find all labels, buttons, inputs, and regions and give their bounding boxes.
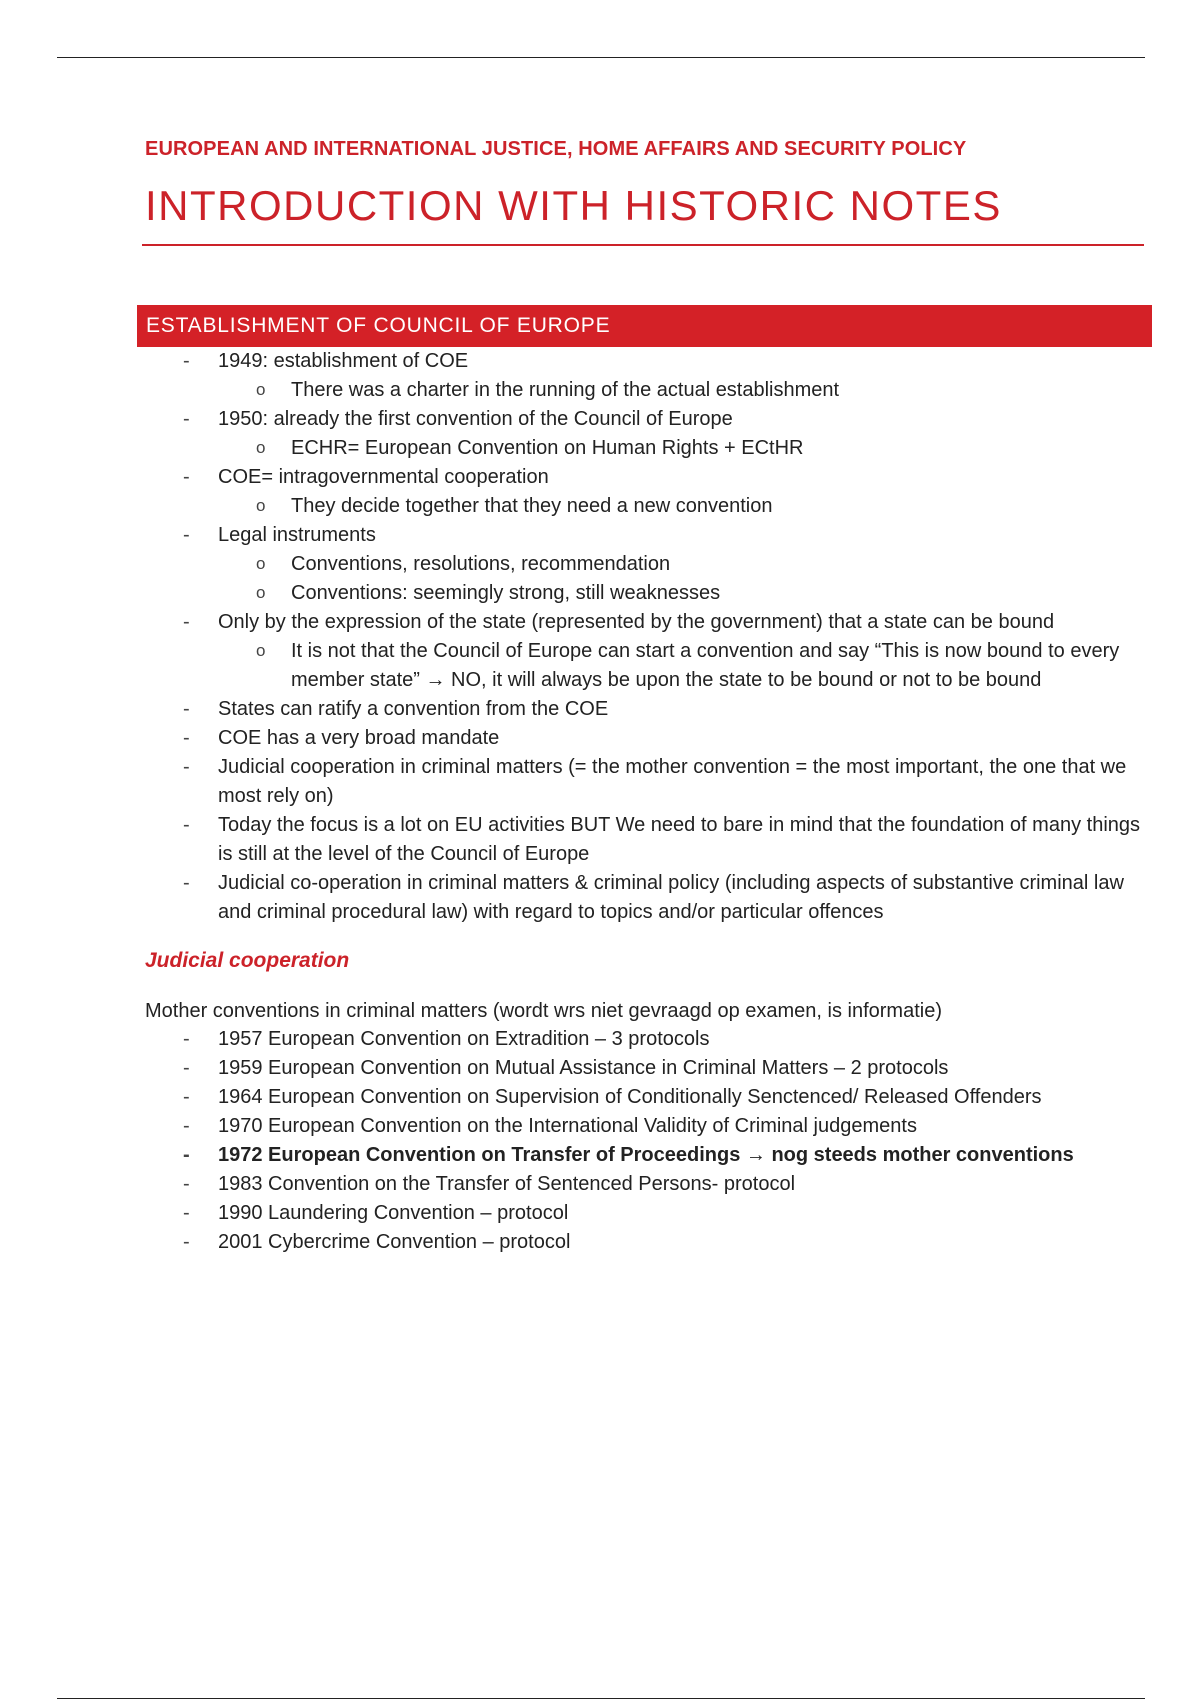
sub-list-item: o They decide together that they need a new convention	[146, 492, 1145, 521]
convention-item: - 1959 European Convention on Mutual Assistance in Criminal Matters – 2 protocols	[145, 1054, 1145, 1083]
list-item-text: 1949: establishment of COE	[218, 350, 469, 372]
list-item-text: COE= intragovernmental cooperation	[218, 466, 549, 488]
list-item	[145, 695, 1145, 724]
convention-item: - 1990 Laundering Convention – protocol	[145, 1199, 1145, 1228]
list-item	[145, 724, 1145, 753]
sub-list-item: o Conventions, resolutions, recommendation	[146, 550, 1145, 579]
list-item-text: COE has a very broad mandate	[218, 727, 500, 749]
page-title: INTRODUCTION WITH HISTORIC NOTES	[145, 182, 1002, 229]
list-item	[145, 753, 1145, 811]
conventions-list	[145, 1025, 1145, 1257]
list-item	[145, 347, 1145, 405]
convention-item: - 1972 European Convention on Transfer of Proceedings → nog steeds mother conventions	[145, 1141, 1145, 1170]
title-underline	[142, 244, 1144, 246]
list-item-text: Judicial cooperation in criminal matters (= the mother convention = the most important, the one that we most rely on)	[218, 756, 1127, 807]
list-item-text: Legal instruments	[218, 524, 376, 546]
list-item	[145, 463, 1145, 521]
list-item-text: Today the focus is a lot on EU activities BUT We need to bare in mind that the foundation of many things is still at the level of the Council of Europe	[218, 814, 1141, 865]
list-item	[145, 811, 1145, 869]
top-rule	[57, 57, 1145, 58]
list-item-text: States can ratify a convention from the COE	[218, 698, 609, 720]
list-item-text: Judicial co-operation in criminal matters & criminal policy (including aspects of substantive criminal law and criminal procedural law) with regard to topics and/or particular offences	[218, 872, 1124, 923]
mother-conventions-intro: Mother conventions in criminal matters (wordt wrs niet gevraagd op examen, is informatie)	[145, 1000, 942, 1022]
sub-list	[218, 550, 1145, 608]
list-item	[145, 608, 1145, 695]
sub-list-item: o It is not that the Council of Europe can start a convention and say “This is now bound to every member state” → NO, it will always be upon the state to be bound or not to be bound	[146, 637, 1145, 695]
sub-list	[218, 492, 1145, 521]
convention-item: - 1983 Convention on the Transfer of Sentenced Persons- protocol	[145, 1170, 1145, 1199]
sub-list-item: o There was a charter in the running of the actual establishment	[146, 376, 1145, 405]
section-heading-banner: ESTABLISHMENT OF COUNCIL OF EUROPE	[137, 305, 1152, 347]
sub-list	[218, 434, 1145, 463]
list-item	[145, 405, 1145, 463]
list-item-text: 1950: already the first convention of the Council of Europe	[218, 408, 733, 430]
judicial-cooperation-heading: Judicial cooperation	[145, 949, 350, 972]
course-title: EUROPEAN AND INTERNATIONAL JUSTICE, HOME AFFAIRS AND SECURITY POLICY	[145, 138, 967, 160]
bottom-rule	[57, 1698, 1145, 1699]
list-item	[145, 521, 1145, 608]
list-item-text: Only by the expression of the state (represented by the government) that a state can be bound	[218, 611, 1055, 633]
convention-item: - 1957 European Convention on Extradition – 3 protocols	[145, 1025, 1145, 1054]
sub-list-item: o ECHR= European Convention on Human Rights + ECtHR	[146, 434, 1145, 463]
convention-item: - 1970 European Convention on the International Validity of Criminal judgements	[145, 1112, 1145, 1141]
convention-item: - 2001 Cybercrime Convention – protocol	[145, 1228, 1145, 1257]
sub-list	[218, 376, 1145, 405]
document-content	[145, 136, 1145, 1257]
sub-list-item: o Conventions: seemingly strong, still weaknesses	[146, 579, 1145, 608]
convention-item: - 1964 European Convention on Supervision of Conditionally Senctenced/ Released Offenders	[145, 1083, 1145, 1112]
coe-bullet-list	[145, 347, 1145, 927]
sub-list	[218, 637, 1145, 695]
list-item	[145, 869, 1145, 927]
